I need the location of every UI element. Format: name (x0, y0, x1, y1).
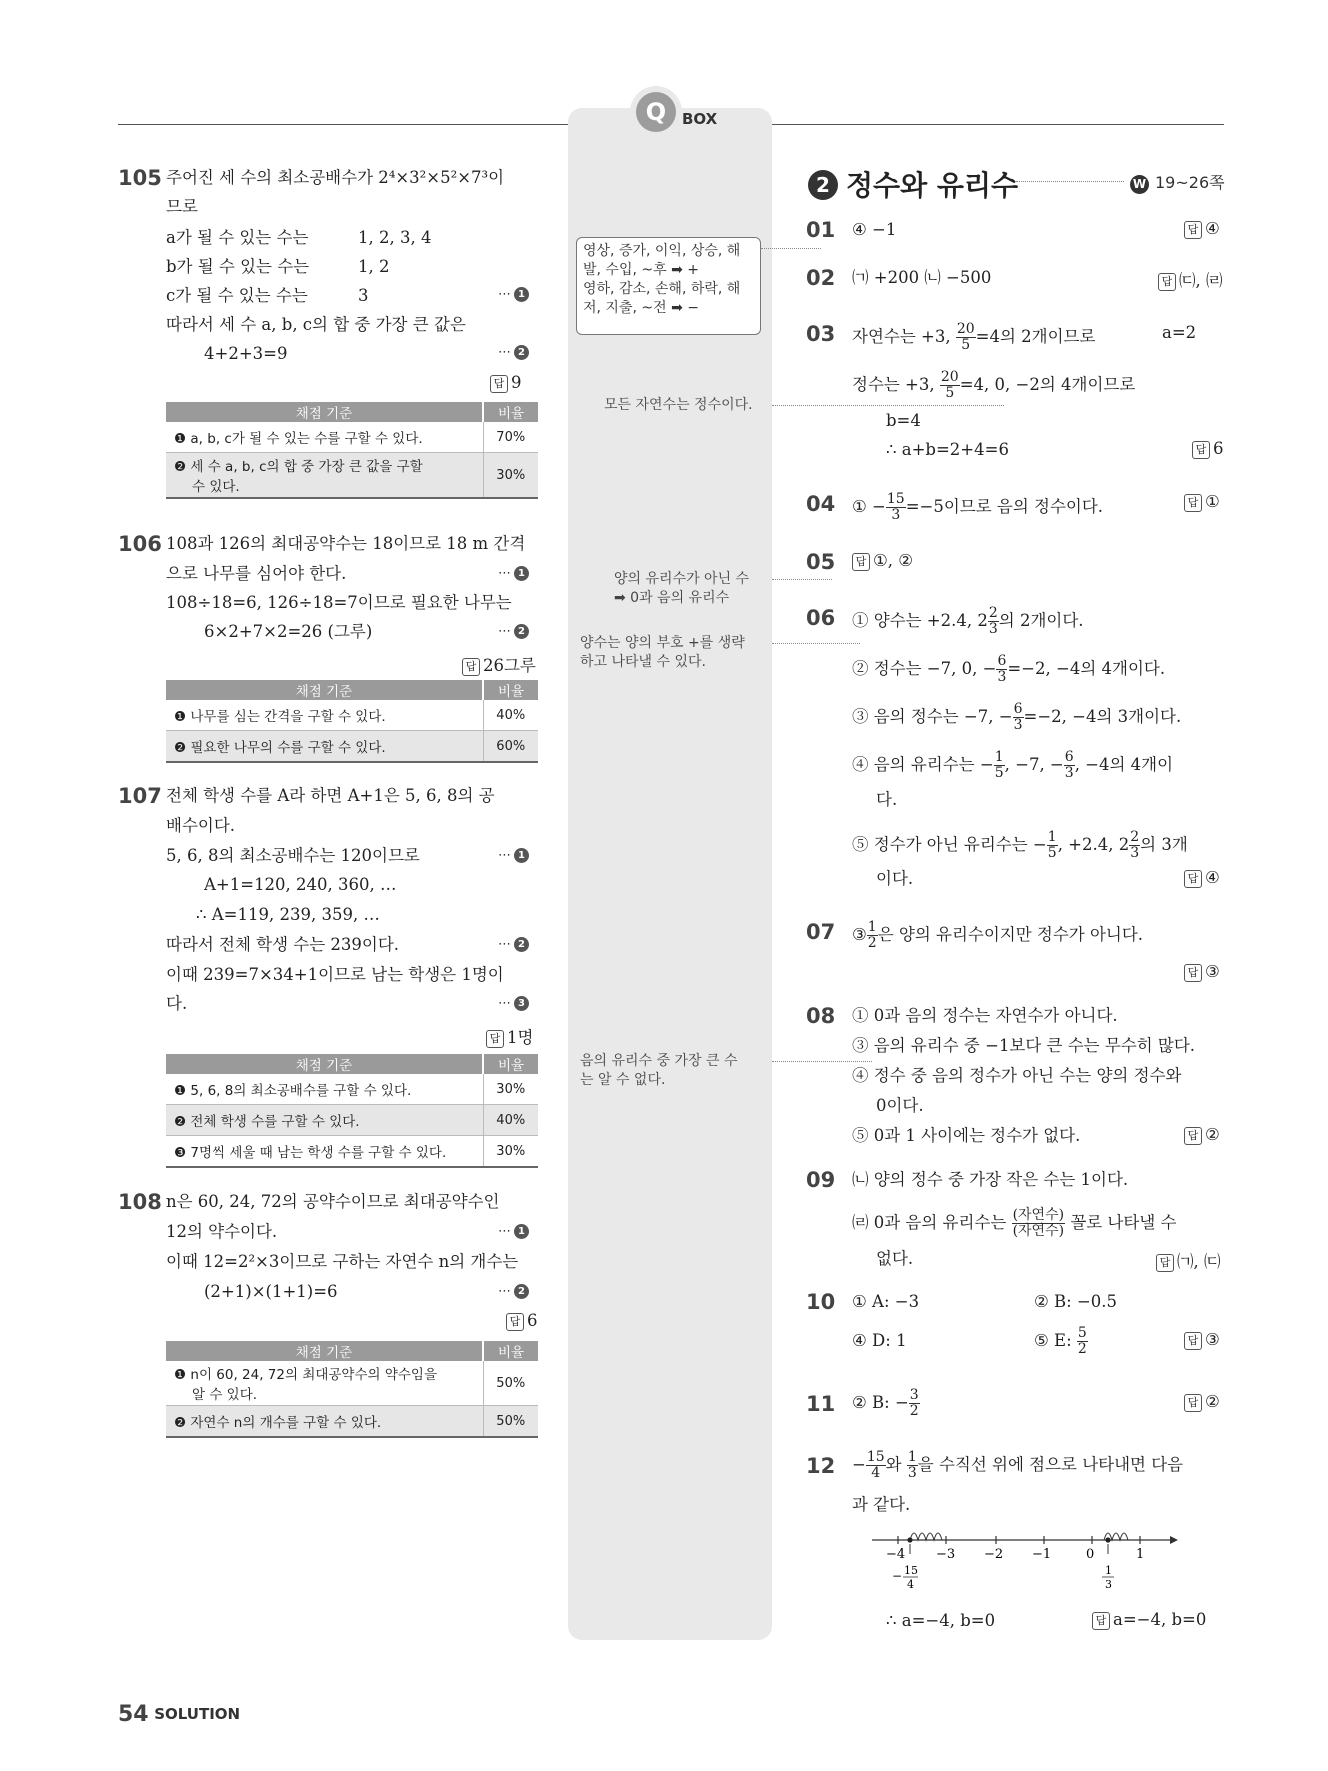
table-header: 비율 (483, 680, 538, 700)
answer-icon: 답 (1184, 494, 1202, 512)
leader-line (772, 1061, 872, 1062)
qbox-note-non-positive-rational: 양의 유리수가 아닌 수 ➡ 0과 음의 유리수 (614, 571, 750, 606)
table-cell: ❷ 자연수 n의 개수를 구할 수 있다. (166, 1406, 483, 1438)
answer-icon: 답 (1156, 1254, 1174, 1272)
section-title: 2 정수와 유리수 (808, 164, 1018, 204)
p107-line7: 이때 239=7×34+1이므로 남는 학생은 1명이 (166, 965, 504, 984)
p108-line1: n은 60, 24, 72의 공약수이므로 최대공약수인 (166, 1192, 500, 1211)
question-number-06: 06 (806, 606, 836, 630)
q04-answer: 답 ① (1184, 492, 1220, 512)
step-marker-2: ⋯ 2 (498, 937, 529, 952)
table-header: 채점 기준 (166, 680, 483, 700)
q06-line7: 이다. (876, 869, 914, 888)
q06-line3: ③ 음의 정수는 −7, − $\frac{6}{3}$ =−2, −4의 3개이다. (852, 701, 1182, 733)
page-footer (118, 1702, 240, 1727)
p107-line5: ∴ A=119, 239, 359, … (196, 905, 380, 924)
step-marker-3: ⋯ 3 (498, 996, 529, 1011)
table-cell: ❶ 5, 6, 8의 최소공배수를 구할 수 있다. (166, 1074, 483, 1105)
p105-line4a: b가 될 수 있는 수는 (166, 257, 310, 276)
question-number-12: 12 (806, 1454, 836, 1478)
q06-line1: ① 양수는 +2.4, 2 $\frac{2}{3}$ 의 2개이다. (852, 605, 1084, 637)
p108-line3: 이때 12=2²×3이므로 구하는 자연수 n의 개수는 (166, 1252, 519, 1271)
q10-option-d: ④ D: 1 (852, 1331, 907, 1350)
q12-line2: 과 같다. (852, 1495, 911, 1514)
mark-denominator: 4 (907, 1578, 914, 1591)
p107-line6: 따라서 전체 학생 수는 239이다. (166, 935, 400, 954)
q09-line1: ㈁ 양의 정수 중 가장 작은 수는 1이다. (852, 1170, 1129, 1189)
q08-line1: ① 0과 음의 정수는 자연수가 아니다. (852, 1006, 1118, 1025)
p105-line5a: c가 될 수 있는 수는 (166, 286, 308, 305)
q03-answer: 답 6 (1192, 439, 1224, 459)
q11-text: ② B: − $\frac{3}{2}$ (852, 1387, 919, 1419)
p105-line3a: a가 될 수 있는 수는 (166, 228, 309, 247)
table-cell: 30% (483, 453, 538, 499)
p105-line7: 4+2+3=9 (204, 344, 288, 363)
q06-answer: 답 ④ (1184, 868, 1220, 888)
table-cell: 30% (483, 1136, 538, 1168)
page-reference: W 19~26쪽 (1130, 170, 1225, 194)
question-number-10: 10 (806, 1290, 836, 1314)
answer-icon: 답 (1184, 870, 1202, 888)
answer-icon: 답 (1092, 1612, 1110, 1630)
qbox-note-sign-words: 영상, 증가, 이익, 상승, 해 발, 수입, ~후 ➡ + 영하, 감소, 손해, 하락, 해 저, 지출, ~전 ➡ − (576, 237, 761, 335)
table-cell: 70% (483, 422, 538, 453)
qbox-note-positive-sign: 양수는 양의 부호 +를 생략 하고 나타낼 수 있다. (580, 635, 745, 670)
answer-icon: 답 (1184, 221, 1202, 239)
q12-line1: − $\frac{15}{4}$ 와 $\frac{1}{3}$ 을 수직선 위에 점으로 나타내면 다음 (852, 1449, 1184, 1481)
table-header: 채점 기준 (166, 402, 483, 422)
p105-criteria-table (166, 402, 538, 499)
p105-line3b: 1, 2, 3, 4 (358, 228, 432, 247)
q08-line3: ④ 정수 중 음의 정수가 아닌 수는 양의 정수와 (852, 1066, 1182, 1085)
q03-line1: 자연수는 +3, $\frac{20}{5}$ =4의 2개이므로 (852, 321, 1096, 353)
table-cell: ❷ 전체 학생 수를 구할 수 있다. (166, 1105, 483, 1136)
number-line-diagram (870, 1520, 1180, 1600)
tick-label: −1 (1032, 1547, 1052, 1562)
answer-icon: 답 (852, 553, 870, 571)
leader-line (772, 405, 1004, 406)
answer-icon: 답 (490, 375, 508, 393)
p105-answer: 답 9 (490, 373, 522, 393)
p106-line2: 으로 나무를 심어야 한다. (166, 564, 347, 583)
step-marker-1: ⋯ 1 (498, 287, 529, 302)
step-marker-1: ⋯ 1 (498, 566, 529, 581)
table-cell: 40% (483, 700, 538, 731)
p106-line3: 108÷18=6, 126÷18=7이므로 필요한 나무는 (166, 593, 512, 612)
table-header: 비율 (483, 1054, 538, 1074)
q08-answer: 답 ② (1184, 1125, 1220, 1145)
problem-number-108: 108 (118, 1190, 162, 1214)
table-cell: ❷ 세 수 a, b, c의 합 중 가장 큰 값을 구할 수 있다. (166, 453, 483, 499)
table-header: 채점 기준 (166, 1054, 483, 1074)
q10-answer: 답 ③ (1184, 1330, 1220, 1350)
q03-line4: ∴ a+b=2+4=6 (886, 440, 1009, 459)
tick-label: −2 (984, 1547, 1004, 1562)
p108-criteria-table (166, 1341, 538, 1438)
q06-line2: ② 정수는 −7, 0, − $\frac{6}{3}$ =−2, −4의 4개이다. (852, 653, 1166, 685)
q08-line4: 0이다. (876, 1096, 924, 1115)
tick-label: −4 (886, 1547, 906, 1562)
table-cell: ❸ 7명씩 세울 때 남는 학생 수를 구할 수 있다. (166, 1136, 483, 1168)
p105-line4b: 1, 2 (358, 257, 390, 276)
qbox-note-largest-negative: 음의 유리수 중 가장 큰 수 는 알 수 없다. (580, 1053, 738, 1088)
tick-label: 1 (1136, 1547, 1145, 1562)
q07-answer: 답 ③ (1184, 962, 1220, 982)
table-header: 비율 (483, 1341, 538, 1361)
answer-icon: 답 (1184, 1394, 1202, 1412)
q03-line2: 정수는 +3, $\frac{20}{5}$ =4, 0, −2의 4개이므로 (852, 369, 1136, 401)
question-number-09: 09 (806, 1168, 836, 1192)
p105-line6: 따라서 세 수 a, b, c의 합 중 가장 큰 값은 (166, 315, 466, 334)
q06-line6: ⑤ 정수가 아닌 유리수는 − $\frac{1}{5}$ , +2.4, 2 $\frac{2}{3}$ 의 3개 (852, 829, 1188, 861)
q05-answer: 답 ①, ② (852, 551, 913, 571)
p108-line4: (2+1)×(1+1)=6 (204, 1282, 338, 1301)
problem-number-105: 105 (118, 166, 162, 190)
p107-line4: A+1=120, 240, 360, … (204, 875, 397, 894)
q01-answer: 답 ④ (1184, 219, 1220, 239)
q10-option-e: ⑤ E: $\frac{5}{2}$ (1034, 1325, 1087, 1357)
p106-line1: 108과 126의 최대공약수는 18이므로 18 m 간격 (166, 534, 526, 553)
q03-line3: b=4 (886, 411, 921, 430)
section-number-icon: 2 (808, 170, 838, 200)
p105-line1: 주어진 세 수의 최소공배수가 2⁴×3²×5²×7³이 (166, 168, 505, 187)
table-cell: 50% (483, 1406, 538, 1438)
q07-text: ③ $\frac{1}{2}$ 은 양의 유리수이지만 정수가 아니다. (852, 919, 1144, 951)
p107-answer: 답 1명 (486, 1024, 533, 1048)
p106-criteria-table (166, 680, 538, 763)
tick-label: −3 (936, 1547, 956, 1562)
q02-answer: 답 ㈂, ㈃ (1158, 267, 1223, 291)
q08-line2: ③ 음의 유리수 중 −1보다 큰 수는 무수히 많다. (852, 1036, 1196, 1055)
answer-icon: 답 (486, 1030, 504, 1048)
point-a (907, 1537, 912, 1542)
table-cell: ❶ a, b, c가 될 수 있는 수를 구할 수 있다. (166, 422, 483, 453)
p108-answer: 답 6 (506, 1311, 538, 1331)
answer-icon: 답 (1192, 441, 1210, 459)
q-logo-icon: Q (636, 92, 676, 132)
mark-numerator: 15 (904, 1564, 918, 1577)
q09-line2: ㈃ 0과 음의 유리수는 (자연수) (자연수) 꼴로 나타낼 수 (852, 1207, 1177, 1239)
step-marker-1: ⋯ 1 (498, 848, 529, 863)
answer-icon: 답 (1158, 273, 1176, 291)
q06-line5: 다. (876, 790, 898, 809)
p107-line1: 전체 학생 수를 A라 하면 A+1은 5, 6, 8의 공 (166, 786, 495, 805)
p108-line2: 12의 약수이다. (166, 1222, 278, 1241)
table-cell: ❷ 필요한 나무의 수를 구할 수 있다. (166, 731, 483, 763)
q01-text: ④ −1 (852, 220, 897, 239)
p107-line2: 배수이다. (166, 816, 236, 835)
q-box-column (568, 108, 772, 1640)
footer-label: SOLUTION (154, 1705, 241, 1723)
table-cell: 60% (483, 731, 538, 763)
leader-line (772, 579, 832, 580)
q09-line3: 없다. (876, 1249, 914, 1268)
q03-a-value: a=2 (1162, 323, 1197, 342)
question-number-01: 01 (806, 218, 836, 242)
question-number-04: 04 (806, 492, 836, 516)
p106-line4: 6×2+7×2=26 (그루) (204, 622, 373, 641)
p105-line2: 므로 (166, 197, 198, 216)
table-cell: 40% (483, 1105, 538, 1136)
table-cell: ❶ n이 60, 24, 72의 최대공약수의 약수임을 알 수 있다. (166, 1361, 483, 1406)
question-number-08: 08 (806, 1004, 836, 1028)
step-marker-1: ⋯ 1 (498, 1224, 529, 1239)
q04-text: ① − $\frac{15}{3}$ =−5이므로 음의 정수이다. (852, 491, 1104, 523)
q11-answer: 답 ② (1184, 1392, 1220, 1412)
step-marker-2: ⋯ 2 (498, 624, 529, 639)
q09-answer: 답 ㈀, ㈂ (1156, 1248, 1221, 1272)
q06-line4: ④ 음의 유리수는 − $\frac{1}{5}$ , −7, − $\frac{6}{3}$ , −4의 4개이 (852, 749, 1174, 781)
question-number-11: 11 (806, 1392, 836, 1416)
answer-icon: 답 (506, 1313, 524, 1331)
q10-option-a: ① A: −3 (852, 1292, 920, 1311)
table-cell: ❶ 나무를 심는 간격을 구할 수 있다. (166, 700, 483, 731)
mark-denominator: 3 (1105, 1578, 1112, 1591)
question-number-02: 02 (806, 266, 836, 290)
tick-label: 0 (1086, 1547, 1095, 1562)
step-marker-2: ⋯ 2 (498, 345, 529, 360)
question-number-05: 05 (806, 550, 836, 574)
question-number-03: 03 (806, 322, 836, 346)
answer-icon: 답 (1184, 1127, 1202, 1145)
leader-line (772, 643, 860, 644)
problem-number-106: 106 (118, 532, 162, 556)
p107-line8: 다. (166, 994, 188, 1013)
answer-icon: 답 (1184, 1332, 1202, 1350)
problem-number-107: 107 (118, 784, 162, 808)
table-header: 채점 기준 (166, 1341, 483, 1361)
qbox-note-natural-numbers: 모든 자연수는 정수이다. (604, 397, 753, 413)
q12-answer: 답 a=−4, b=0 (1092, 1610, 1206, 1630)
table-header: 비율 (483, 402, 538, 422)
p107-criteria-table (166, 1054, 538, 1168)
table-cell: 30% (483, 1074, 538, 1105)
step-marker-2: ⋯ 2 (498, 1284, 529, 1299)
q02-text: ㈀ +200 ㈁ −500 (852, 268, 992, 287)
p106-answer: 답 26그루 (462, 652, 536, 676)
workbook-icon: W (1130, 175, 1149, 194)
question-number-07: 07 (806, 920, 836, 944)
q10-option-b: ② B: −0.5 (1034, 1292, 1118, 1311)
q12-line3: ∴ a=−4, b=0 (886, 1611, 996, 1630)
title-leader (1016, 181, 1124, 182)
p105-line5b: 3 (358, 286, 369, 305)
q-box-label: BOX (682, 110, 718, 128)
page-number: 54 (118, 1702, 149, 1727)
mark-neg-sign: − (892, 1569, 903, 1583)
table-cell: 50% (483, 1361, 538, 1406)
p107-line3: 5, 6, 8의 최소공배수는 120이므로 (166, 846, 420, 865)
answer-icon: 답 (462, 658, 480, 676)
leader-line (761, 248, 821, 249)
mark-numerator: 1 (1105, 1564, 1112, 1577)
answer-icon: 답 (1184, 964, 1202, 982)
q08-line5: ⑤ 0과 1 사이에는 정수가 없다. (852, 1126, 1081, 1145)
point-b (1105, 1537, 1110, 1542)
